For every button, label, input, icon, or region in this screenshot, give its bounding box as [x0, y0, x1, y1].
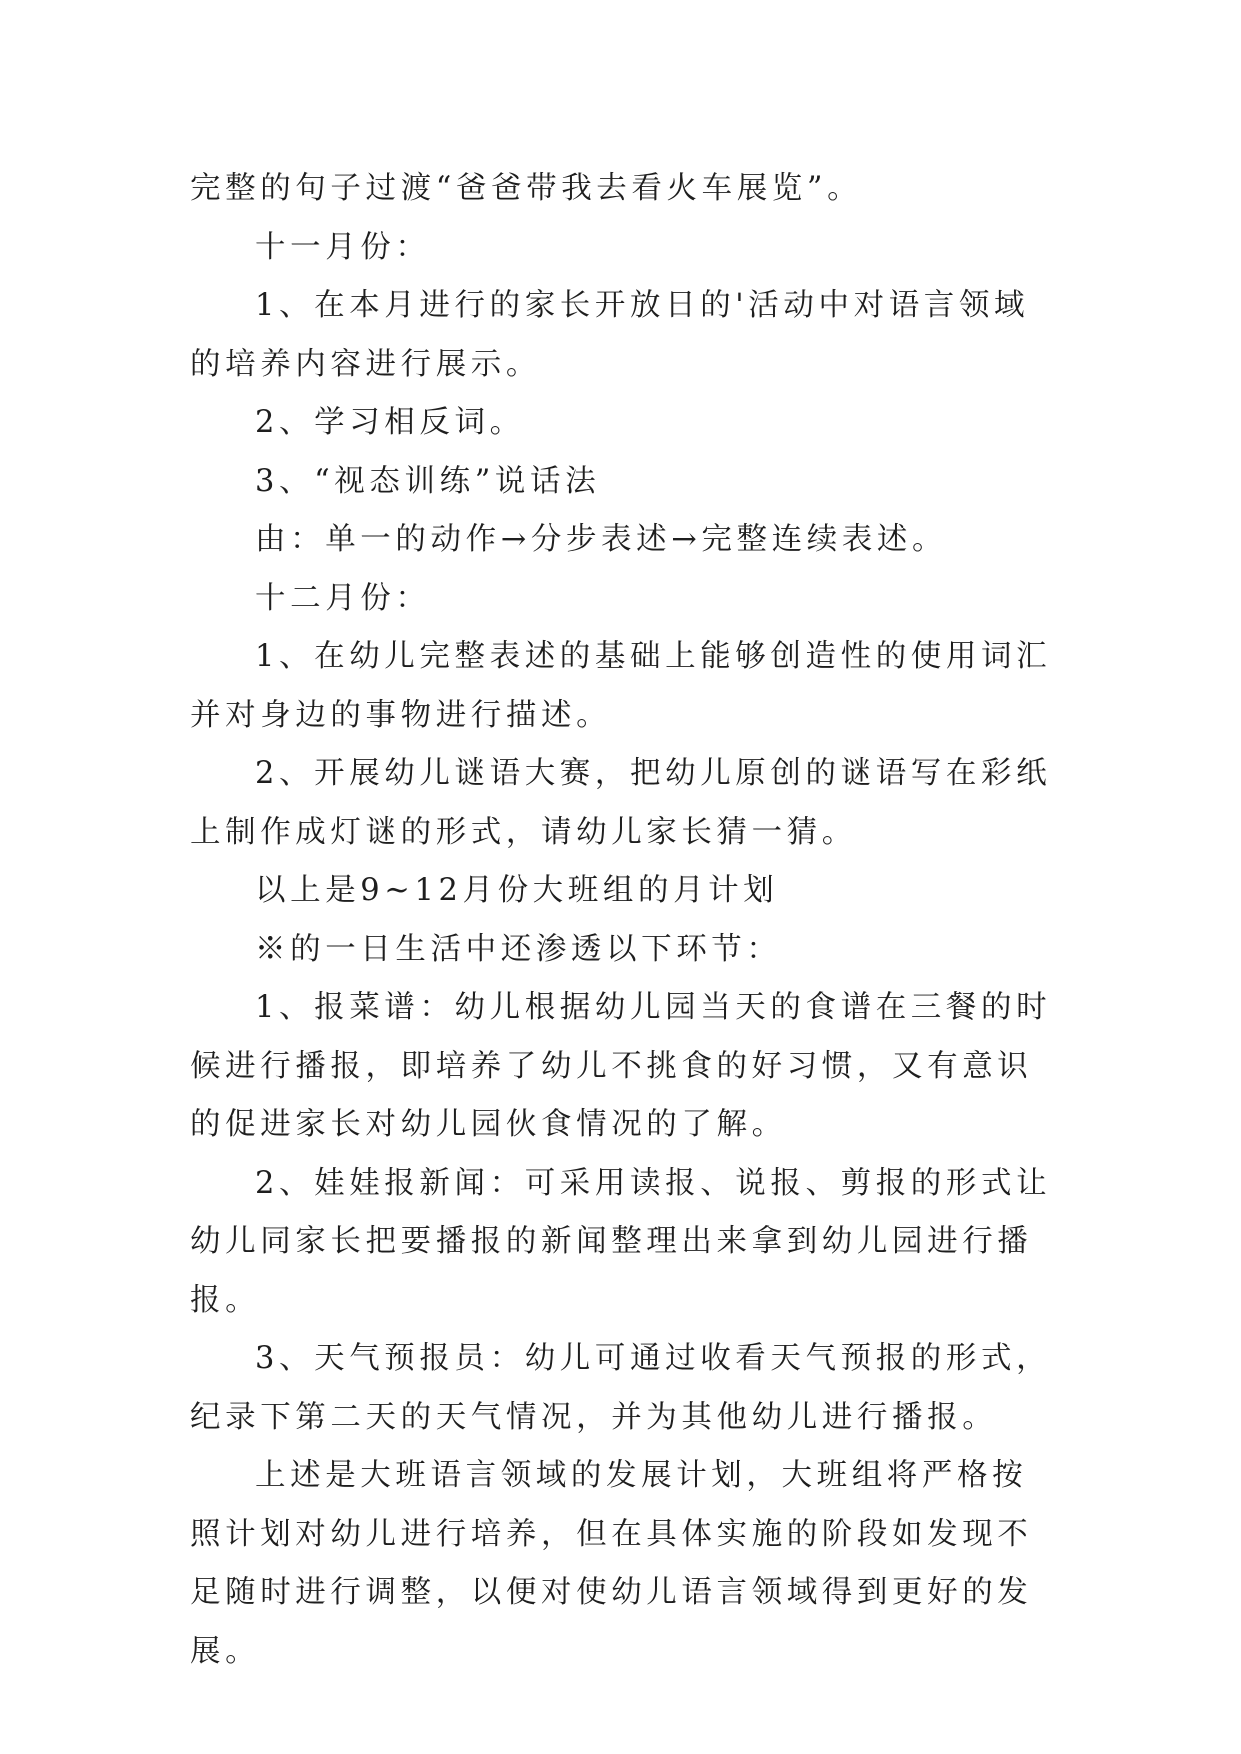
paragraph-conclusion: 上述是大班语言领域的发展计划，大班组将严格按照计划对幼儿进行培养，但在具体实施的阶段如发现不足随时进行调整，以便对使幼儿语言领域得到更好的发展。 — [190, 1458, 1033, 1669]
paragraph-december-item-2: 2、开展幼儿谜语大赛，把幼儿原创的谜语写在彩纸上制作成灯谜的形式，请幼儿家长猜一猜。 — [190, 756, 1052, 850]
paragraph-daily-life-intro: ※的一日生活中还渗透以下环节： — [255, 931, 782, 967]
heading-november: 十一月份： — [255, 229, 431, 265]
paragraph-november-item-1: 1、在本月进行的家长开放日的'活动中对语言领域的培养内容进行展示。 — [190, 288, 1030, 382]
paragraph-november-item-3: 3、“视态训练”说话法 — [255, 463, 601, 499]
document-body — [190, 160, 1060, 1681]
paragraph-daily-item-3: 3、天气预报员：幼儿可通过收看天气预报的形式，纪录下第二天的天气情况，并为其他幼儿进行播报。 — [190, 1341, 1052, 1435]
paragraph-november-item-2: 2、学习相反词。 — [255, 405, 525, 440]
paragraph-daily-item-1: 1、报菜谱：幼儿根据幼儿园当天的食谱在三餐的时候进行播报，即培养了幼儿不挑食的好习惯，又有意识的促进家长对幼儿园伙食情况的了解。 — [190, 990, 1052, 1142]
paragraph-summary: 以上是9~12月份大班组的月计划 — [255, 873, 779, 908]
paragraph-continuation: 完整的句子过渡“爸爸带我去看火车展览”。 — [190, 171, 863, 206]
paragraph-december-item-1: 1、在幼儿完整表述的基础上能够创造性的使用词汇并对身边的事物进行描述。 — [190, 639, 1052, 733]
paragraph-daily-item-2: 2、娃娃报新闻：可采用读报、说报、剪报的形式让幼儿同家长把要播报的新闻整理出来拿到幼儿园进行播报。 — [190, 1165, 1052, 1318]
paragraph-november-item-3-detail: 由：单一的动作→分步表述→完整连续表述。 — [255, 522, 948, 557]
heading-december: 十二月份： — [255, 580, 431, 616]
